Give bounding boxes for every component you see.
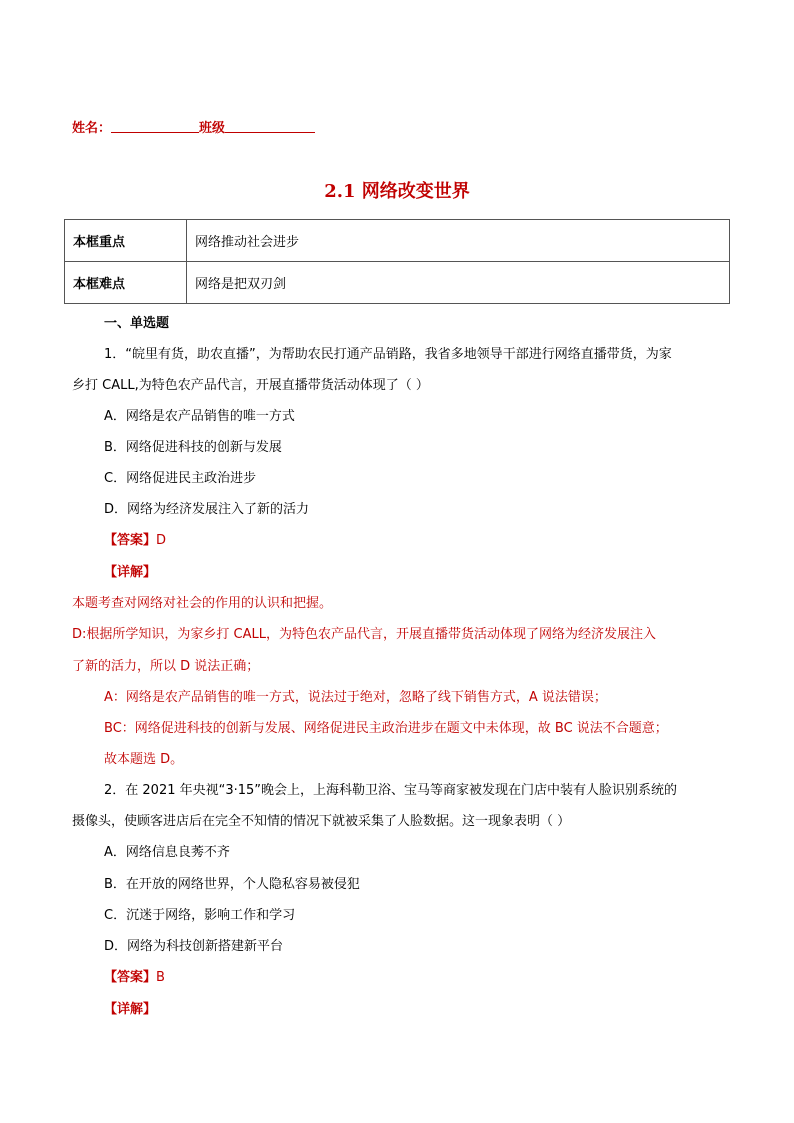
q1-answer: [104, 529, 166, 548]
q1-detail-intro: 本题考查对网络对社会的作用的认识和把握。: [72, 596, 333, 611]
key-label: 本框重点: [65, 220, 187, 262]
name-class-line: [72, 117, 315, 136]
page-title: 2.1 网络改变世界: [324, 181, 470, 202]
q2-option-a: A．网络信息良莠不齐: [104, 845, 230, 860]
answer-value: B: [156, 970, 165, 985]
table-row: [65, 220, 730, 262]
q1-option-d: D．网络为经济发展注入了新的活力: [104, 502, 310, 517]
key-points-table: [64, 219, 730, 304]
answer-value: D: [156, 533, 167, 548]
q2-option-d: D．网络为科技创新搭建新平台: [104, 939, 284, 954]
q2-answer: [104, 966, 165, 985]
section-title: 一、单选题: [104, 316, 170, 331]
difficulty-value: 网络是把双刃剑: [187, 262, 730, 304]
q1-detail-d-line1: D:根据所学知识，为家乡打 CALL，为特色农产品代言，开展直播带货活动体现了网络为经济发展注入: [72, 627, 656, 642]
answer-tag: 【答案】: [104, 533, 157, 548]
q1-stem-line1: 1．“皖里有货，助农直播”，为帮助农民打通产品销路，我省多地领导干部进行网络直播带货，为家: [104, 347, 672, 362]
name-label: 姓名：: [72, 121, 112, 136]
class-blank: [225, 120, 315, 133]
table-row: [65, 262, 730, 304]
key-value: 网络推动社会进步: [187, 220, 730, 262]
difficulty-label: 本框难点: [65, 262, 187, 304]
q1-conclusion: 故本题选 D。: [104, 752, 184, 767]
q1-detail-tag: 【详解】: [104, 565, 157, 580]
q1-option-c: C．网络促进民主政治进步: [104, 471, 257, 486]
q2-stem-line1: 2．在 2021 年央视“3·15”晚会上，上海科勒卫浴、宝马等商家被发现在门店中装有人脸识别系统的: [104, 783, 678, 798]
q2-option-b: B．在开放的网络世界，个人隐私容易被侵犯: [104, 877, 360, 892]
q1-stem-line2: 乡打 CALL,为特色农产品代言，开展直播带货活动体现了（ ）: [72, 378, 429, 393]
class-label: 班级: [199, 121, 226, 136]
q1-detail-a: A：网络是农产品销售的唯一方式，说法过于绝对，忽略了线下销售方式，A 说法错误；: [104, 690, 607, 705]
q2-option-c: C．沉迷于网络，影响工作和学习: [104, 908, 296, 923]
q1-option-b: B．网络促进科技的创新与发展: [104, 440, 282, 455]
q1-detail-bc: BC：网络促进科技的创新与发展、网络促进民主政治进步在题文中未体现，故 BC 说法不合题意；: [104, 721, 668, 736]
answer-tag: 【答案】: [104, 970, 157, 985]
q1-option-a: A．网络是农产品销售的唯一方式: [104, 409, 295, 424]
name-blank: [111, 120, 199, 133]
q2-stem-line2: 摄像头，使顾客进店后在完全不知情的情况下就被采集了人脸数据。这一现象表明（ ）: [72, 814, 571, 829]
q1-detail-d-line2: 了新的活力，所以 D 说法正确；: [72, 659, 260, 674]
q2-detail-tag: 【详解】: [104, 1002, 157, 1017]
